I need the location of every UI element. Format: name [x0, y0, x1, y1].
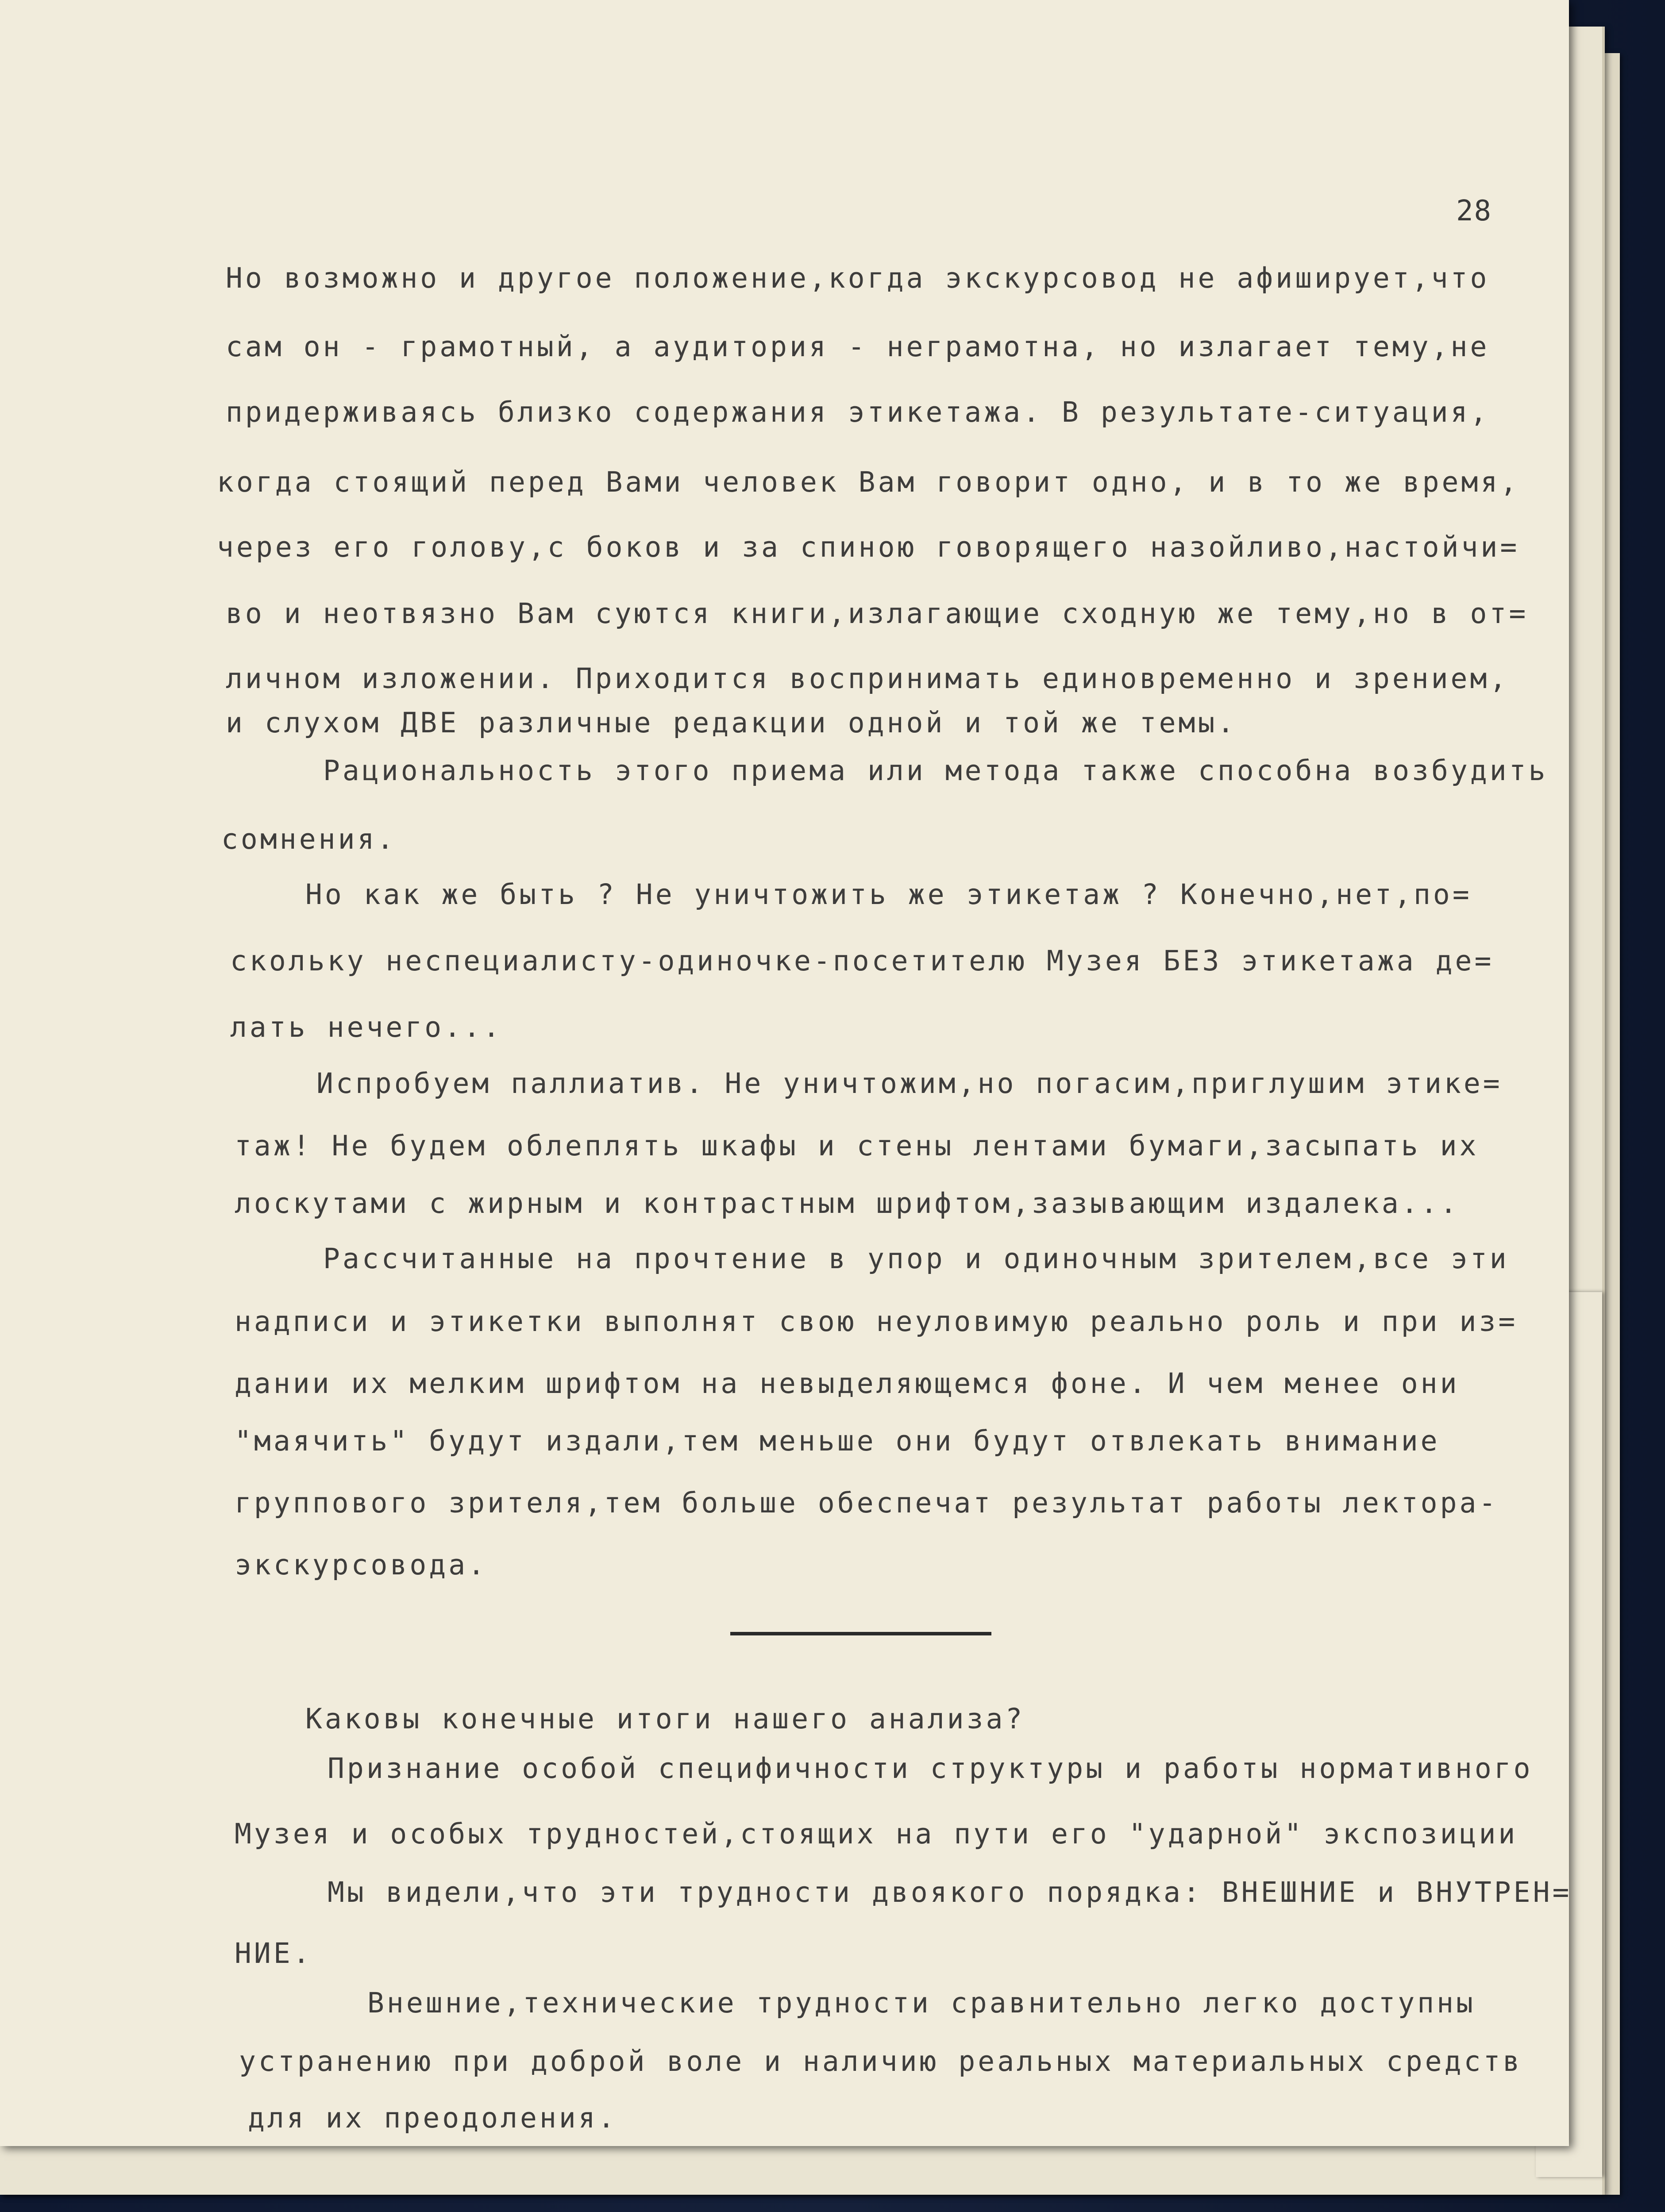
text-line: Внешние,технические трудности сравнительно легко доступны	[367, 1987, 1476, 2019]
text-line: во и неотвязно Вам суются книги,излагающие сходную же тему,но в от=	[226, 597, 1529, 630]
text-line: экскурсовода.	[235, 1549, 488, 1581]
text-line: надписи и этикетки выполнят свою неуловимую реально роль и при из=	[235, 1305, 1518, 1338]
text-line: Мы видели,что эти трудности двоякого порядка: ВНЕШНИЕ и ВНУТРЕН=	[328, 1876, 1572, 1908]
text-line: для их преодоления.	[248, 2102, 617, 2134]
text-line: сомнения.	[221, 823, 397, 855]
text-line: дании их мелким шрифтом на невыделяющемся фоне. И чем менее они	[235, 1367, 1460, 1400]
text-line: "маячить" будут издали,тем меньше они будут отвлекать внимание	[235, 1425, 1440, 1457]
text-line: НИЕ.	[235, 1937, 312, 1970]
text-line: Но возможно и другое положение,когда экскурсовод не афиширует,что	[226, 262, 1490, 294]
text-line: группового зрителя,тем больше обеспечат результат работы лектора-	[235, 1487, 1499, 1519]
text-line: когда стоящий перед Вами человек Вам говорит одно, и в то же время,	[217, 466, 1520, 498]
text-line: Музея и особых трудностей,стоящих на пути его "ударной" экспозиции	[235, 1818, 1518, 1850]
section-divider	[730, 1632, 991, 1635]
text-line: Испробуем паллиатив. Не уничтожим,но погасим,приглушим этике=	[316, 1067, 1503, 1100]
text-line: скольку неспециалисту-одиночке-посетителю Музея БЕЗ этикетажа де=	[230, 945, 1494, 977]
text-line: лать нечего...	[230, 1011, 503, 1043]
page-number: 28	[1456, 195, 1492, 227]
text-line: придерживаясь близко содержания этикетажа. В результате-ситуация,	[226, 396, 1490, 428]
text-line: устранению при доброй воле и наличию реальных материальных средств	[239, 2045, 1522, 2077]
text-line: Признание особой специфичности структуры и работы нормативного	[328, 1752, 1533, 1785]
text-line: через его голову,с боков и за спиною говорящего назойливо,настойчи=	[217, 531, 1520, 563]
text-line: таж! Не будем облеплять шкафы и стены лентами бумаги,засыпать их	[235, 1130, 1479, 1162]
text-line: Каковы конечные итоги нашего анализа?	[305, 1703, 1025, 1735]
text-line: лоскутами с жирным и контрастным шрифтом,зазывающим издалека...	[235, 1187, 1460, 1219]
text-line: и слухом ДВЕ различные редакции одной и той же темы.	[226, 707, 1237, 739]
text-line: Рассчитанные на прочтение в упор и одиночным зрителем,все эти	[323, 1243, 1509, 1275]
text-line: личном изложении. Приходится воспринимать единовременно и зрением,	[226, 662, 1509, 695]
text-line: Рациональность этого приема или метода также способна возбудить	[323, 754, 1548, 787]
text-line: Но как же быть ? Не уничтожить же этикетаж ? Конечно,нет,по=	[305, 878, 1472, 911]
text-line: сам он - грамотный, а аудитория - неграмотна, но излагает тему,не	[226, 331, 1490, 363]
